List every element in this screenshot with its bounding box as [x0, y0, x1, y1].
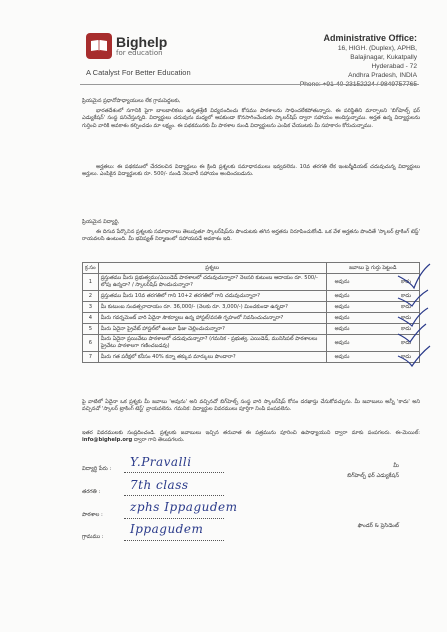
- header-divider: [80, 84, 419, 85]
- contact-text: ఇతర వివరములకు సంప్రదించండి. ప్రశ్నలకు జవాబులు ఇచ్చిన తరువాత ఈ పత్రమును పూరించి ఉపాధ్యాయుని ద్వారా మాకు పంపగలరు. ఈ-మెయిల్:: [82, 430, 420, 436]
- question-text: మీరు గత పరీక్షలో కనీసం 40% కన్నా తక్కువ మార్కులు పొందారా?: [98, 352, 326, 363]
- answer-yes[interactable]: అవును: [334, 279, 350, 285]
- salutation-student: ప్రియమైన విద్యార్థి,: [82, 219, 120, 225]
- bighelp-logo: [86, 33, 167, 59]
- col-no-header: క్ర.సం: [83, 263, 99, 274]
- class-label: తరగతి :: [82, 489, 101, 495]
- answer-yes[interactable]: అవును: [334, 354, 350, 360]
- col-question-header: ప్రశ్నలు: [98, 263, 326, 274]
- table-row: [83, 291, 420, 302]
- table-row: [83, 352, 420, 363]
- questionnaire-table: [82, 262, 420, 363]
- row-number: 3: [83, 302, 99, 313]
- row-number: 6: [83, 335, 99, 352]
- answer-no[interactable]: కాదు: [401, 279, 411, 285]
- answer-no[interactable]: కాదు: [401, 293, 411, 299]
- student-name-value[interactable]: Y.Pravalli: [130, 455, 192, 469]
- book-icon: [86, 33, 112, 59]
- answer-yes[interactable]: అవును: [334, 340, 350, 346]
- row-number: 7: [83, 352, 99, 363]
- village-value[interactable]: Ippagudem: [130, 522, 204, 536]
- contact-suffix: ద్వారా గాని తెలుపగలరు.: [133, 437, 185, 444]
- office-line: Andhra Pradesh, INDIA: [348, 72, 417, 79]
- class-line: [124, 495, 224, 496]
- question-text: ప్రస్తుతము మీరు 10వ తరగతిలో గాని 10+2 తరగతిలో గాని చదువుచున్నారా?: [98, 291, 326, 302]
- office-line: Balajinagar, Kukatpally: [350, 54, 417, 61]
- eligibility-paragraph: అర్హతలు: ఈ పథకములో చేరదలచిన విద్యార్థులు ఈ క్రింది ప్రశ్నలకు సమాధానములు ఇవ్వవలెను. 10వ తరగతి లేక ఇంటర్మీడియట్ చదువుచున్న విద్యార్థులు అర్హులు. ఎంపికైన విద్యార్థులకు రూ. 500/- నుండి నెలవారీ సహాయం అందించబడును.: [82, 164, 420, 178]
- question-text: మీ కుటుంబ సంవత్సరాదాయం రూ. 36,000/- (నెలకు రూ. 3,000/-) మించకుండా ఉన్నదా?: [98, 302, 326, 313]
- class-value[interactable]: 7th class: [130, 478, 189, 492]
- answer-no[interactable]: కాదు: [401, 340, 411, 346]
- closing-line-1: మీ: [393, 463, 399, 469]
- salutation-headmaster: ప్రియమైన ప్రధానోపాధ్యాయులు లేక గ్రామపెద్దలకు,: [82, 98, 181, 104]
- question-text: మీరు ఏదైనా ప్రైవేట్ హాస్టల్‌లో ఉంటూ ఫీజు చెల్లించుచున్నారా?: [98, 324, 326, 335]
- student-name-line: [124, 472, 224, 473]
- table-row: [83, 335, 420, 352]
- table-row: [83, 313, 420, 324]
- office-address: [300, 33, 417, 89]
- handwritten-ticks: [392, 262, 432, 372]
- answer-no[interactable]: కాదు: [401, 304, 411, 310]
- contact-email[interactable]: info@bighelp.org: [82, 437, 133, 444]
- village-label: గ్రామము :: [82, 534, 104, 540]
- question-text: మీరు గవర్నమెంట్ వారి ఏదైనా సౌకర్యాలు ఉన్న హాస్టల్/వసతి గృహంలో నివసించుచున్నారా?: [98, 313, 326, 324]
- student-name-label: విద్యార్థి పేరు :: [82, 466, 112, 472]
- intro-paragraph: భారతదేశంలో సగానికి పైగా బాలబాలికలు ఉన్నతశ్రేణి విద్యనందించు కోసము పాఠశాలను సాధించలేకపోతున్నారు. ఈ పరిస్థితిని మార్చాలని 'బిగ్‌హెల్ప్ ఫర్ ఎడ్యుకేషన్' సంస్థ పనిచేస్తున్నది. విద్యార్థులు చదువును మధ్యలో ఆపకుండా కొనసాగించేందుకు స్కాలర్‌షిప్ ద్వారా సహాయం అందిస్తున్నాము. అర్హత ఉన్న విద్యార్థులను గుర్తించి వారికి అవకాశం కల్పించడం మా లక్ష్యం. ఈ పథకమునకు మీ పాఠశాల నుండి విద్యార్థులను ఎంపిక చేయుటకు మీ సహకారం కోరుచున్నాము.: [82, 108, 420, 129]
- table-header-row: [83, 263, 420, 274]
- row-number: 2: [83, 291, 99, 302]
- answer-no[interactable]: కాదు: [401, 354, 411, 360]
- office-line: Hyderabad - 72: [371, 63, 417, 70]
- row-number: 5: [83, 324, 99, 335]
- note-paragraph: పై వాటిలో ఏదైనా ఒక ప్రశ్నకు మీ జవాబు 'అవును' అని వచ్చినచో బిగ్‌హెల్ప్ సంస్థ వారి స్కాలర్‌షిప్ కోసం దరఖాస్తు చేసుకోవచ్చును. మీ జవాబులు అన్నీ 'కాదు' అని వచ్చినచో 'స్కాలర్ ట్రాకింగ్ టెస్ట్' వ్రాయవలెను. గమనిక: విద్యార్థుల వివరములు పూర్తిగా నింపి పంపవలెను.: [82, 399, 420, 413]
- question-text: మీరు ఏదైనా ప్రయివేటు పాఠశాలలో చదువుచున్నారా? (గమనిక - ప్రభుత్వ, ఎయిడెడ్, మునిసిపల్ పాఠశాలలు ప్రైవేటు పాఠశాలగా గణించబడవు): [98, 335, 326, 352]
- row-number: 1: [83, 274, 99, 291]
- answer-yes[interactable]: అవును: [334, 293, 350, 299]
- tagline: A Catalyst For Better Education: [86, 68, 191, 77]
- answer-yes[interactable]: అవును: [334, 304, 350, 310]
- answer-no[interactable]: కాదు: [401, 326, 411, 332]
- table-row: [83, 274, 420, 291]
- closing-line-2: బిగ్‌హెల్ప్ ఫర్ ఎడ్యుకేషన్: [347, 473, 399, 479]
- answer-yes[interactable]: అవును: [334, 315, 350, 321]
- answer-no[interactable]: కాదు: [401, 315, 411, 321]
- table-row: [83, 302, 420, 313]
- answer-yes[interactable]: అవును: [334, 326, 350, 332]
- school-label: పాఠశాల :: [82, 512, 103, 518]
- office-title: Administrative Office:: [323, 33, 417, 43]
- brand-subtitle: for education: [116, 49, 163, 57]
- contact-paragraph: [82, 430, 420, 445]
- closing-signatory: ఫౌండర్ & ప్రెసిడెంట్: [357, 523, 399, 529]
- col-answer-header: జవాబు పై గుర్తు పెట్టండి: [326, 263, 419, 274]
- office-line: 16, HIGH. (Duplex), APHB,: [337, 45, 417, 52]
- question-text: ప్రస్తుతము మీరు ప్రభుత్వము/ఎయిడెడ్ పాఠశాలలో చదువుచున్నారా? నెలసరి కుటుంబ ఆదాయం రూ. 500/- లోపు ఉన్నదా? / స్కాలర్‌షిప్ పొందుచున్నారా?: [98, 274, 326, 291]
- row-number: 4: [83, 313, 99, 324]
- table-row: [83, 324, 420, 335]
- school-value[interactable]: zphs Ippagudem: [130, 500, 238, 514]
- village-line: [124, 540, 224, 541]
- student-instructions: ఈ దిగువ పేర్కొనిన ప్రశ్నలకు సమాధానాలు తెలుపుతూ స్కాలర్‌షిప్‌ను పొందుటకు తగిన అర్హతను నిరూపించుకోండి. ఒక వేళ అర్హతను పొందితే 'స్కాలర్ ట్రాకింగ్ టెస్ట్' రాయవలసి ఉంటుంది. మీ భవిష్యత్ నిర్మాణంలో సహాయపడే అవకాశం ఇది.: [82, 229, 420, 243]
- school-line: [124, 518, 224, 519]
- brand-name: Bighelp: [116, 34, 168, 50]
